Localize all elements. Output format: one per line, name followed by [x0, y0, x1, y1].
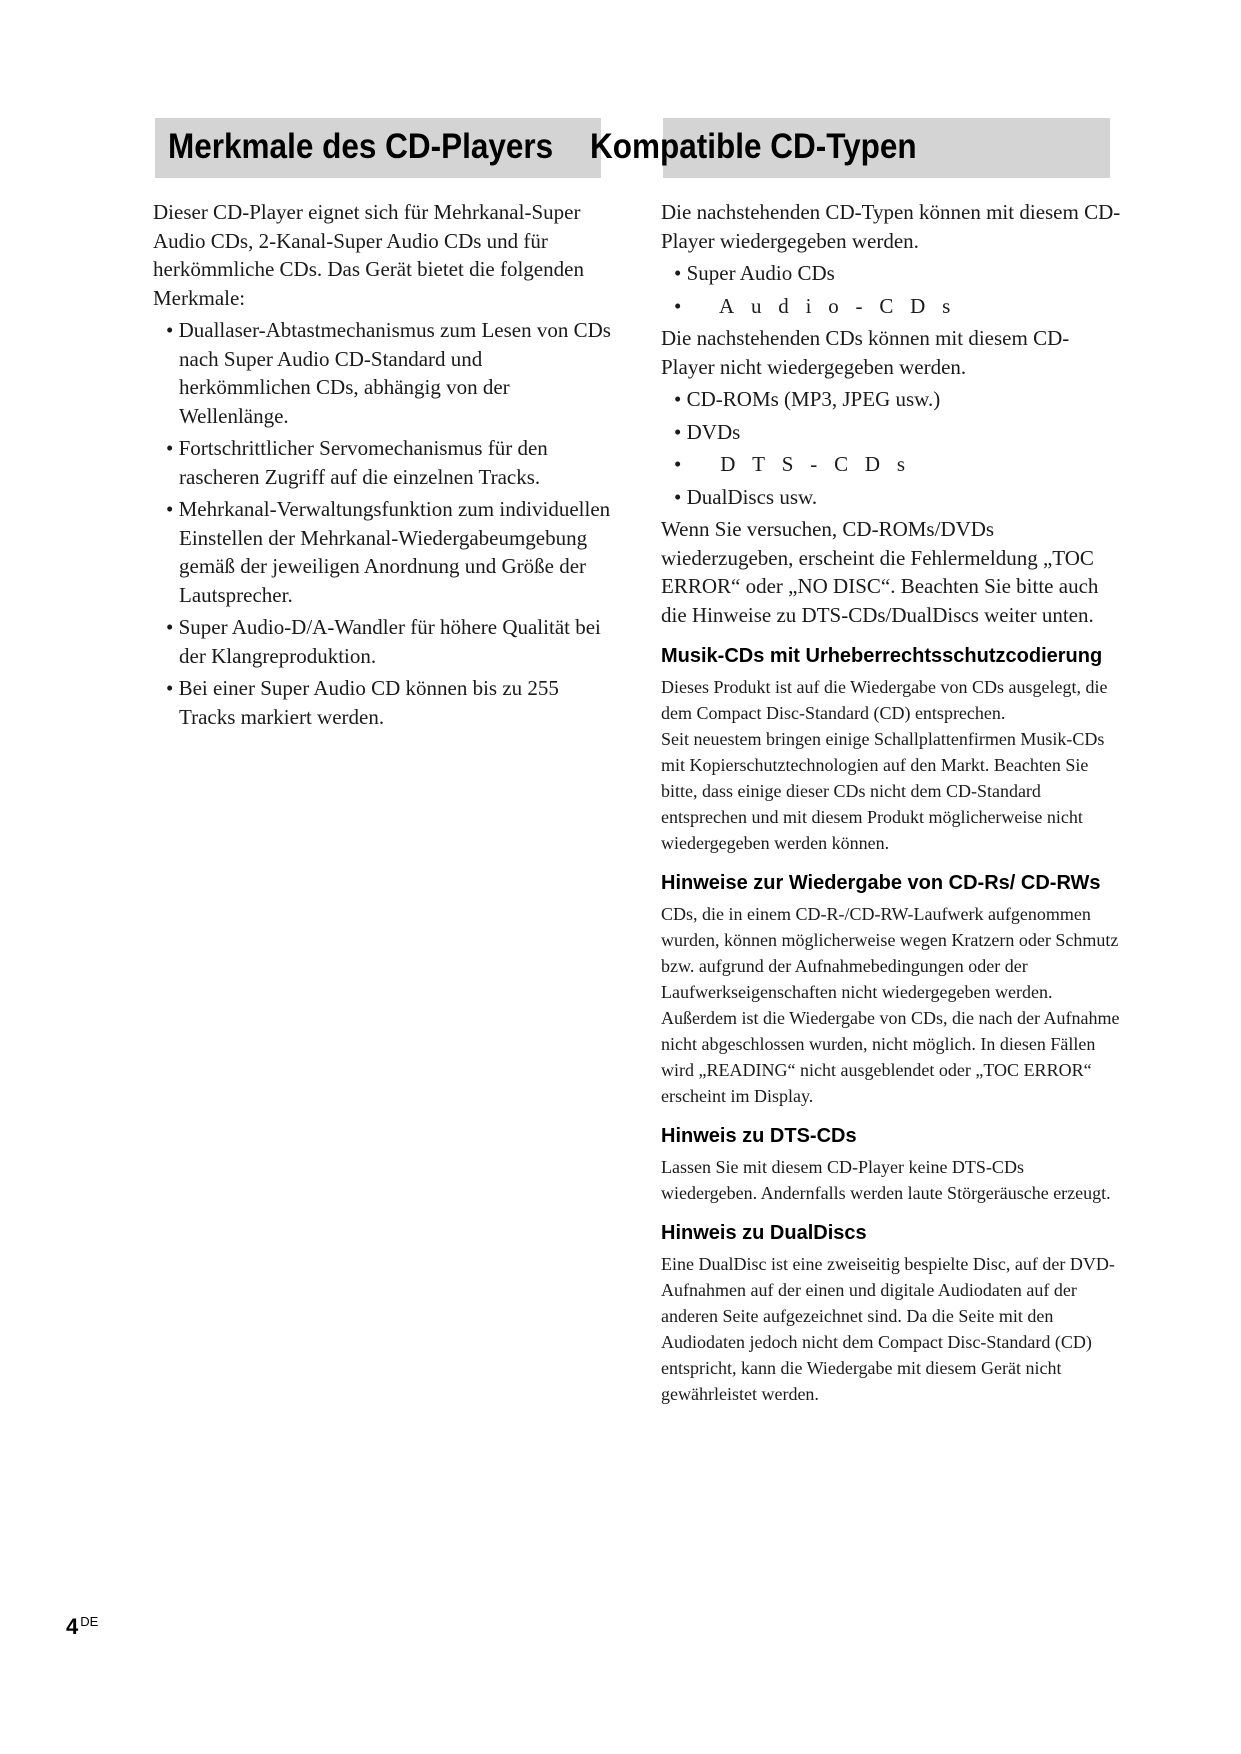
- section-paragraph: Seit neuestem bringen einige Schallplattenfirmen Musik-CDs mit Kopierschutztechnologien auf den Markt. Beachten Sie bitte, dass einige dieser CDs nicht dem CD-Standard entsprechen und mit diesem Produkt möglicherweise nicht wiedergegeben werden können.: [661, 729, 1105, 853]
- feature-item: • Mehrkanal-Verwaltungsfunktion zum individuellen Einstellen der Mehrkanal-Wiedergabeumgebung gemäß der jeweiligen Anordnung und Größe der Lautsprecher.: [153, 495, 613, 609]
- incompatible-intro: Die nachstehenden CDs können mit diesem CD-Player nicht wiedergegeben werden.: [661, 326, 1070, 379]
- error-note: Wenn Sie versuchen, CD-ROMs/DVDs wiederzugeben, erscheint die Fehlermeldung „TOC ERROR“ oder „NO DISC“. Beachten Sie bitte auch die Hinweise zu DTS-CDs/DualDiscs weiter unten.: [661, 517, 1099, 627]
- incompatible-item: • DualDiscs usw.: [661, 483, 1121, 512]
- section-paragraph: Eine DualDisc ist eine zweiseitig bespielte Disc, auf der DVD-Aufnahmen auf der einen und digitale Audiodaten auf der anderen Seite aufgezeichnet sind. Da die Seite mit den Audiodaten jedoch nicht dem Compact Disc-Standard (CD) entspricht, kann die Wiedergabe mit diesem Gerät nicht gewährleistet werden.: [661, 1254, 1115, 1404]
- compatible-list: [661, 259, 1121, 320]
- incompatible-item: • CD-ROMs (MP3, JPEG usw.): [661, 385, 1121, 414]
- feature-item: • Bei einer Super Audio CD können bis zu 255 Tracks markiert werden.: [153, 674, 613, 731]
- page-language-suffix: DE: [80, 1614, 99, 1629]
- subheading-cd-r-rw: Hinweise zur Wiedergabe von CD-Rs/ CD-RWs: [661, 872, 1101, 894]
- feature-item: • Super Audio-D/A-Wandler für höhere Qualität bei der Klangreproduktion.: [153, 613, 613, 670]
- subheading-dualdiscs: Hinweis zu DualDiscs: [661, 1222, 867, 1244]
- left-column: [153, 198, 613, 735]
- compatible-intro: Die nachstehenden CD-Typen können mit diesem CD-Player wiedergegeben werden.: [661, 200, 1121, 253]
- features-list: [153, 316, 613, 731]
- subheading-copy-protection: Musik-CDs mit Urheberrechtsschutzcodierung: [661, 645, 1103, 667]
- section-heading-compatible-cds: Kompatible CD-Typen: [590, 127, 917, 166]
- feature-item: • Fortschrittlicher Servomechanismus für den rascheren Zugriff auf die einzelnen Tracks.: [153, 434, 613, 491]
- incompatible-item: • DTS-CDs: [661, 450, 1121, 479]
- incompatible-list: [661, 385, 1121, 511]
- features-intro: Dieser CD-Player eignet sich für Mehrkanal-Super Audio CDs, 2-Kanal-Super Audio CDs und für herkömmliche CDs. Das Gerät bietet die folgenden Merkmale:: [153, 200, 584, 310]
- section-heading-features: Merkmale des CD-Players: [168, 127, 554, 166]
- page-number: [66, 1614, 98, 1640]
- section-paragraph: Lassen Sie mit diesem CD-Player keine DTS-CDs wiedergeben. Andernfalls werden laute Störgeräusche erzeugt.: [661, 1157, 1111, 1203]
- feature-item: • Duallaser-Abtastmechanismus zum Lesen von CDs nach Super Audio CD-Standard und herkömmlichen CDs, abhängig von der Wellenlänge.: [153, 316, 613, 430]
- section-paragraph: CDs, die in einem CD-R-/CD-RW-Laufwerk aufgenommen wurden, können möglicherweise wegen Kratzern oder Schmutz bzw. aufgrund der Aufnahmebedingungen oder der Laufwerkseigenschaften nicht wiedergegeben werden. Außerdem ist die Wiedergabe von CDs, die nach der Aufnahme nicht abgeschlossen wurden, nicht möglich. In diesen Fällen wird „READING“ nicht ausgeblendet oder „TOC ERROR“ erscheint im Display.: [661, 904, 1120, 1106]
- subheading-dts-cds: Hinweis zu DTS-CDs: [661, 1125, 857, 1147]
- page-number-value: 4: [66, 1614, 79, 1639]
- compatible-item: • Super Audio CDs: [661, 259, 1121, 288]
- section-paragraph: Dieses Produkt ist auf die Wiedergabe von CDs ausgelegt, die dem Compact Disc-Standard (CD) entsprechen.: [661, 677, 1108, 723]
- right-column: [661, 198, 1121, 1407]
- incompatible-item: • DVDs: [661, 418, 1121, 447]
- compatible-item: • Audio-CDs: [661, 292, 1121, 321]
